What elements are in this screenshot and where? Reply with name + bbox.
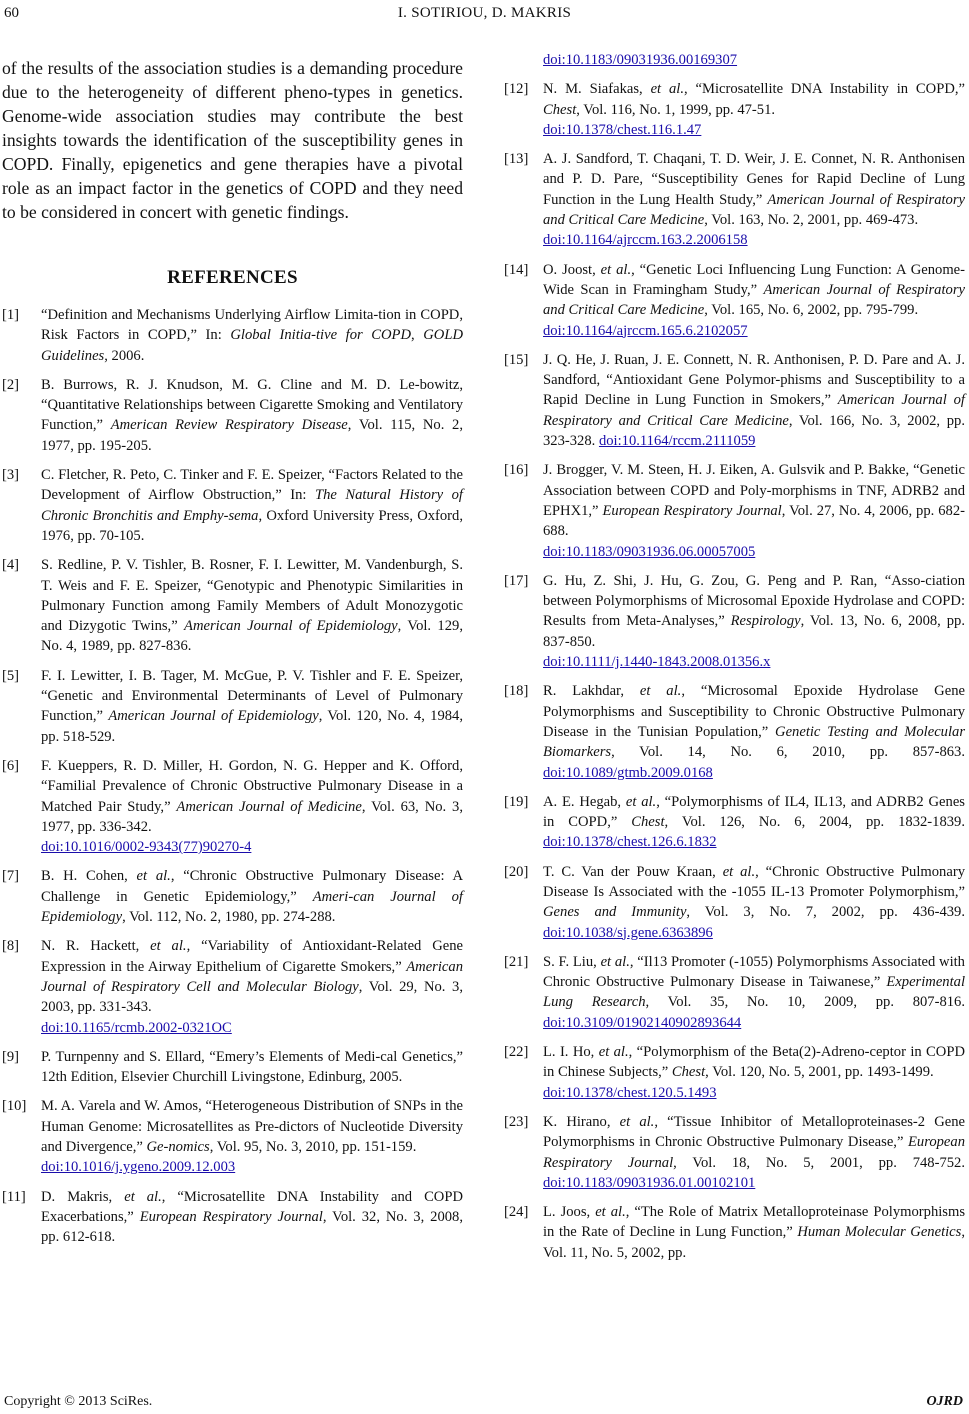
reference-part: K. Hirano, bbox=[543, 1113, 620, 1130]
reference-part: L. I. Ho, bbox=[543, 1044, 599, 1061]
reference-part: , “Chronic Obstructive Pulmonary Disease Is Associated with the -1055 IL-13 Promoter Polymorphism,” bbox=[543, 863, 965, 900]
reference-part: , “Microsomal Epoxide Hydrolase Gene Polymorphisms and Susceptibility to Chronic Obstructive Pulmonary Disease in the Tunisian Population,” bbox=[543, 683, 965, 740]
reference-number: [3] bbox=[2, 467, 20, 484]
running-header-authors: I. SOTIRIOU, D. MAKRIS bbox=[397, 5, 572, 21]
reference-part: F. Kueppers, R. D. Miller, H. Gordon, N. G. Hepper and K. Offord, “Familial Prevalence of Chronic Obstructive Pulmonary Disease in a Matched Pair Study,” bbox=[41, 757, 463, 815]
reference-italic: et al. bbox=[650, 81, 684, 98]
reference-item bbox=[2, 465, 463, 546]
reference-part: F. I. Lewitter, I. B. Tager, M. McGue, P. V. Tishler and F. E. Speizer, “Genetic and Environmental Determinants of Level of Pulmonary Function,” bbox=[41, 667, 463, 725]
reference-italic: Ameri-can Journal of Epidemiology bbox=[41, 888, 463, 926]
reference-item bbox=[2, 936, 463, 1037]
reference-part: , 2006. bbox=[104, 347, 145, 364]
reference-italic: Chest bbox=[671, 1064, 706, 1081]
reference-part: S. Redline, P. V. Tishler, B. Rosner, F. I. Lewitter, M. Vandenburgh, S. T. Weis and F. E. Speizer, “Genotypic and Phenotypic Similarities in Pulmonary Function among Family Members of Adult Monozygotic and Dizygotic Twins,” bbox=[41, 557, 463, 635]
doi-link[interactable]: doi:10.1016/j.ygeno.2009.12.003 bbox=[41, 1159, 236, 1176]
reference-number: [6] bbox=[2, 757, 20, 774]
reference-italic: Chest bbox=[631, 814, 665, 831]
reference-part: , Vol. 32, No. 3, 2008, pp. 612-618. bbox=[41, 1208, 463, 1246]
reference-part: A. E. Hegab, bbox=[543, 793, 626, 810]
reference-part: M. A. Varela and W. Amos, “Heterogeneous Distribution of SNPs in the Human Genome: Microsatellites as Pre-dictors of Nucleotide Diversity and Divergence,” bbox=[41, 1098, 463, 1155]
reference-number: [8] bbox=[2, 938, 20, 955]
reference-italic: American Journal of Respiratory and Critical Care Medicine bbox=[543, 281, 965, 319]
reference-part: , “Il13 Promoter (-1055) Polymorphisms Associated with Chronic Obstructive Pulmonary Disease in Taiwanese,” bbox=[543, 953, 965, 991]
reference-text bbox=[543, 1044, 965, 1101]
reference-part: , “Microsatellite DNA Instability in COPD,” bbox=[683, 81, 965, 98]
reference-part: , “Chronic Obstructive Pulmonary Disease: A Challenge in Genetic Epidemiology,” bbox=[41, 868, 463, 905]
reference-part: , bbox=[411, 327, 424, 344]
reference-number: [16] bbox=[504, 462, 529, 479]
reference-item bbox=[2, 305, 463, 366]
reference-italic: et al. bbox=[600, 953, 630, 970]
reference-part: , Oxford University Press, Oxford, 1976, pp. 70-105. bbox=[41, 507, 463, 544]
doi-link[interactable]: doi:10.1378/chest.120.5.1493 bbox=[543, 1084, 717, 1101]
reference-part: A. J. Sandford, T. Chaqani, T. D. Weir, J. E. Connet, N. R. Anthonisen and P. D. Pare, “Susceptibility Genes for Rapid Decline of Lung Function in the Lung Health Study,” bbox=[543, 151, 965, 208]
reference-text bbox=[41, 377, 463, 454]
reference-number: [7] bbox=[2, 868, 20, 885]
reference-part: , Vol. 3, No. 7, 2002, pp. 436-439. bbox=[686, 904, 965, 921]
footer-copyright: Copyright © 2013 SciRes. bbox=[4, 1394, 153, 1409]
reference-italic: et al. bbox=[150, 938, 187, 955]
reference-part: , Vol. 11, No. 5, 2002, pp. bbox=[543, 1224, 965, 1261]
reference-part: , “Variability of Antioxidant-Related Gene Expression in the Airway Epithelium of Cigarette Smokers,” bbox=[41, 938, 463, 975]
reference-italic: American Journal of Respiratory and Critical Care Medicine bbox=[543, 191, 965, 229]
reference-part: S. F. Liu, bbox=[543, 953, 601, 970]
reference-italic: Ge-nomics bbox=[146, 1138, 210, 1155]
reference-part: , Vol. 166, No. 3, 2002, pp. 323-328. bbox=[543, 412, 965, 450]
reference-part: D. Makris, bbox=[41, 1188, 125, 1205]
reference-part: , Vol. 116, No. 1, 1999, pp. 47-51. bbox=[576, 101, 776, 118]
reference-number: [20] bbox=[504, 863, 529, 880]
reference-number: [18] bbox=[504, 683, 529, 700]
doi-link[interactable]: doi:10.1111/j.1440-1843.2008.01356.x bbox=[543, 654, 771, 671]
reference-italic: et al. bbox=[625, 793, 657, 810]
reference-part: , Vol. 120, No. 4, 1984, pp. 518-529. bbox=[41, 708, 463, 745]
reference-part: N. M. Siafakas, bbox=[543, 81, 651, 98]
reference-part: J. Brogger, V. M. Steen, H. J. Eiken, A. Gulsvik and P. Bakke, “Genetic Association between COPD and Poly-morphisms in TNF, ADRB2 and EPHX1,” bbox=[543, 462, 965, 519]
reference-part: , Vol. 163, No. 2, 2001, pp. 469-473. bbox=[704, 212, 919, 229]
doi-link[interactable]: doi:10.1183/09031936.01.00102101 bbox=[543, 1174, 756, 1191]
reference-part: , Vol. 29, No. 3, 2003, pp. 331-343. bbox=[41, 978, 463, 1016]
reference-part: , Vol. 18, No. 5, 2001, pp. 748-752. bbox=[673, 1154, 965, 1171]
reference-italic: The Natural History of Chronic Bronchitis and Emphy-sema bbox=[41, 487, 463, 524]
doi-link[interactable]: doi:10.1038/sj.gene.6363896 bbox=[543, 924, 713, 941]
reference-item bbox=[504, 862, 965, 943]
reference-item bbox=[504, 952, 965, 1033]
reference-text bbox=[543, 462, 965, 559]
reference-number: [15] bbox=[504, 351, 529, 368]
reference-text bbox=[543, 262, 965, 339]
reference-part: , Vol. 115, No. 2, 1977, pp. 195-205. bbox=[41, 417, 464, 454]
reference-part: , Vol. 14, No. 6, 2010, pp. 857-863. bbox=[611, 744, 965, 761]
doi-link[interactable]: doi:10.1183/09031936.00169307 bbox=[543, 52, 738, 68]
page-number: 60 bbox=[4, 5, 19, 21]
reference-italic: European Respiratory Journal bbox=[543, 1134, 965, 1171]
reference-item bbox=[2, 375, 463, 456]
reference-text bbox=[41, 557, 463, 654]
reference-italic: American Journal of Medicine bbox=[176, 798, 362, 815]
reference-italic: et al. bbox=[595, 1204, 626, 1221]
reference-number: [12] bbox=[504, 81, 529, 98]
body-paragraph: of the results of the association studies is a demanding procedure due to the heterogeneity of different pheno-types in genetics. Genome-wide association studies may contribute the best insights towards the identification of the susceptibility genes in COPD. Finally, epigenetics and gene therapies have a pivotal role as an impact factor in the genetics of COPD and they need to be considered in concert with genetic findings. bbox=[2, 58, 463, 222]
reference-item bbox=[504, 1202, 965, 1263]
reference-part: , “Microsatellite DNA Instability and COPD Exacerbations,” bbox=[41, 1188, 463, 1225]
footer-journal: OJRD bbox=[926, 1394, 963, 1409]
reference-text bbox=[543, 151, 965, 248]
doi-link[interactable]: doi:10.3109/01902140902893644 bbox=[543, 1014, 742, 1031]
reference-number: [5] bbox=[2, 667, 20, 684]
reference-part: L. Joos, bbox=[543, 1204, 596, 1221]
reference-text bbox=[543, 864, 965, 941]
reference-italic: Respirology bbox=[730, 613, 801, 630]
reference-number: [10] bbox=[2, 1098, 27, 1115]
reference-text bbox=[41, 758, 463, 855]
reference-part: O. Joost, bbox=[543, 261, 601, 278]
reference-part: , Vol. 126, No. 6, 2004, pp. 1832-1839. bbox=[664, 814, 965, 831]
reference-italic: European Respiratory Journal bbox=[139, 1208, 323, 1225]
reference-number: [1] bbox=[2, 307, 20, 323]
continued-reference-doi bbox=[504, 50, 965, 70]
reference-part: G. Hu, Z. Shi, J. Hu, G. Zou, G. Peng and P. Ran, “Asso-ciation between Polymorphisms of Microsomal Epoxide Hydrolase and COPD: Results from Meta-Analyses,” bbox=[543, 572, 965, 630]
doi-link[interactable]: doi:10.1164/rccm.2111059 bbox=[598, 433, 756, 450]
reference-part: R. Lakhdar, bbox=[543, 683, 640, 700]
reference-item bbox=[2, 666, 463, 747]
reference-part: “Definition and Mechanisms Underlying Airflow Limita-tion in COPD, Risk Factors in COPD,” In: bbox=[41, 307, 463, 344]
reference-italic: et al. bbox=[722, 863, 756, 880]
reference-italic: American Journal of Respiratory Cell and Molecular Biology bbox=[41, 958, 463, 995]
reference-item bbox=[504, 1042, 965, 1103]
reference-number: [21] bbox=[504, 953, 529, 970]
reference-item bbox=[2, 1187, 463, 1248]
reference-text bbox=[543, 81, 965, 138]
reference-text bbox=[41, 668, 463, 745]
reference-part: , Vol. 112, No. 2, 1980, pp. 274-288. bbox=[122, 909, 336, 926]
reference-number: [19] bbox=[504, 793, 529, 810]
right-reference-list bbox=[504, 79, 965, 1263]
right-column bbox=[504, 50, 965, 1272]
reference-text bbox=[41, 1189, 463, 1246]
reference-number: [2] bbox=[2, 376, 20, 393]
reference-item bbox=[504, 681, 965, 782]
reference-text bbox=[41, 1098, 463, 1175]
reference-italic: et al. bbox=[639, 683, 682, 700]
reference-item bbox=[504, 792, 965, 853]
reference-italic: European Respiratory Journal bbox=[602, 502, 782, 519]
reference-item bbox=[504, 260, 965, 341]
reference-text bbox=[543, 352, 965, 449]
reference-text bbox=[543, 573, 965, 670]
reference-part: , Vol. 95, No. 3, 2010, pp. 151-159. bbox=[209, 1138, 417, 1155]
reference-italic: American Review Respiratory Disease bbox=[110, 417, 348, 434]
reference-text bbox=[41, 1049, 463, 1085]
reference-number: [14] bbox=[504, 261, 529, 278]
reference-part: C. Fletcher, R. Peto, C. Tinker and F. E. Speizer, “Factors Related to the Development of Airflow Obstruction,” In: bbox=[41, 467, 463, 504]
reference-part: , Vol. 63, No. 3, 1977, pp. 336-342. bbox=[41, 798, 464, 835]
reference-part: , Vol. 35, No. 10, 2009, pp. 807-816. bbox=[645, 994, 965, 1011]
reference-text bbox=[41, 938, 463, 1035]
reference-number: [4] bbox=[2, 557, 20, 574]
reference-item bbox=[504, 350, 965, 451]
doi-link[interactable]: doi:10.1165/rcmb.2002-0321OC bbox=[41, 1019, 232, 1036]
reference-part: , Vol. 165, No. 6, 2002, pp. 795-799. bbox=[704, 302, 919, 319]
reference-text bbox=[543, 1114, 965, 1191]
reference-part: , “Tissue Inhibitor of Metalloproteinases-2 Gene Polymorphisms in Chronic Obstructive Pulmonary Disease,” bbox=[543, 1113, 965, 1151]
reference-italic: Genes and Immunity bbox=[543, 904, 687, 921]
reference-number: [11] bbox=[2, 1188, 26, 1205]
reference-number: [17] bbox=[504, 572, 529, 589]
reference-italic: et al. bbox=[619, 1113, 655, 1130]
reference-italic: GOLD Guidelines bbox=[41, 327, 463, 364]
reference-part: N. R. Hackett, bbox=[41, 938, 151, 955]
doi-link[interactable]: doi:10.1183/09031936.06.00057005 bbox=[543, 543, 756, 560]
reference-text bbox=[41, 868, 463, 925]
reference-part: , Vol. 120, No. 5, 2001, pp. 1493-1499. bbox=[705, 1064, 934, 1081]
reference-text bbox=[543, 794, 965, 851]
reference-item bbox=[2, 1047, 463, 1088]
reference-italic: et al. bbox=[136, 868, 171, 885]
reference-part: , Vol. 129, No. 4, 1989, pp. 827-836. bbox=[41, 618, 463, 655]
doi-link[interactable]: doi:10.1164/ajrccm.165.6.2102057 bbox=[543, 322, 748, 339]
reference-item bbox=[504, 149, 965, 250]
reference-italic: et al. bbox=[124, 1188, 162, 1205]
reference-part: B. Burrows, R. J. Knudson, M. G. Cline and M. D. Le-bowitz, “Quantitative Relationships between Cigarette Smoking and Ventilatory Function,” bbox=[41, 376, 463, 434]
reference-part: , “The Role of Matrix Metalloproteinase Polymorphisms in the Rate of Decline in Lung Function,” bbox=[543, 1204, 966, 1241]
reference-number: [23] bbox=[504, 1113, 529, 1130]
reference-part: , Vol. 13, No. 6, 2008, pp. 837-850. bbox=[543, 613, 966, 650]
left-reference-list bbox=[2, 305, 463, 1247]
doi-link[interactable]: doi:10.1089/gtmb.2009.0168 bbox=[543, 764, 713, 781]
reference-text bbox=[543, 683, 965, 780]
doi-link[interactable]: doi:10.1164/ajrccm.163.2.2006158 bbox=[543, 232, 748, 249]
reference-item bbox=[504, 79, 965, 140]
reference-italic: American Journal of Respiratory and Critical Care Medicine bbox=[543, 392, 965, 429]
reference-item bbox=[2, 866, 463, 927]
reference-number: [13] bbox=[504, 151, 529, 168]
reference-part: B. H. Cohen, bbox=[41, 868, 137, 885]
reference-italic: et al. bbox=[598, 1044, 629, 1061]
reference-italic: Genetic Testing and Molecular Biomarkers bbox=[543, 723, 965, 761]
reference-part: J. Q. He, J. Ruan, J. E. Connett, N. R. Anthonisen, P. D. Pare and A. J. Sandford, “Antioxidant Gene Polymor-phisms and Susceptibility to a Rapid Decline in Lung Function in Smokers,” bbox=[543, 351, 965, 409]
reference-italic: Human Molecular Genetics bbox=[797, 1224, 962, 1241]
reference-item bbox=[2, 1096, 463, 1177]
reference-italic: American Journal of Epidemiology bbox=[108, 708, 319, 725]
reference-number: [24] bbox=[504, 1204, 529, 1221]
left-column bbox=[2, 46, 463, 1256]
doi-link[interactable]: doi:10.1016/0002-9343(77)90270-4 bbox=[41, 839, 252, 856]
reference-part: , “Polymorphism of the Beta(2)-Adreno-ceptor in COPD in Chinese Subjects,” bbox=[543, 1044, 965, 1081]
reference-part: P. Turnpenny and S. Ellard, “Emery’s Elements of Medi-cal Genetics,” 12th Edition, Elsevier Churchill Livingstone, Edinburg, 2005. bbox=[41, 1048, 463, 1086]
reference-part: , “Polymorphisms of IL4, IL13, and ADRB2 Genes in COPD,” bbox=[543, 793, 965, 831]
reference-italic: Experimental Lung Research bbox=[543, 974, 965, 1011]
reference-italic: Global Initia-tive for COPD bbox=[230, 327, 412, 344]
reference-text bbox=[41, 467, 463, 544]
references-heading: REFERENCES bbox=[167, 267, 298, 288]
reference-part: , “Genetic Loci Influencing Lung Function: A Genome-Wide Scan in Framingham Study,” bbox=[543, 261, 966, 298]
reference-number: [22] bbox=[504, 1044, 529, 1061]
reference-item bbox=[504, 1112, 965, 1193]
doi-link[interactable]: doi:10.1378/chest.126.6.1832 bbox=[543, 834, 717, 851]
doi-link[interactable]: doi:10.1378/chest.116.1.47 bbox=[543, 121, 702, 138]
reference-italic: American Journal of Epidemiology bbox=[184, 618, 398, 635]
reference-part: T. C. Van der Pouw Kraan, bbox=[543, 863, 723, 880]
reference-number: [9] bbox=[2, 1048, 20, 1065]
reference-part: , Vol. 27, No. 4, 2006, pp. 682-688. bbox=[543, 502, 965, 540]
reference-item bbox=[504, 571, 965, 672]
reference-item bbox=[504, 460, 965, 561]
reference-text bbox=[41, 307, 463, 364]
reference-text bbox=[543, 1204, 965, 1261]
reference-item bbox=[2, 555, 463, 656]
reference-italic: et al. bbox=[600, 261, 632, 278]
reference-item bbox=[2, 756, 463, 857]
reference-text bbox=[543, 954, 965, 1031]
reference-italic: Chest bbox=[543, 101, 577, 118]
